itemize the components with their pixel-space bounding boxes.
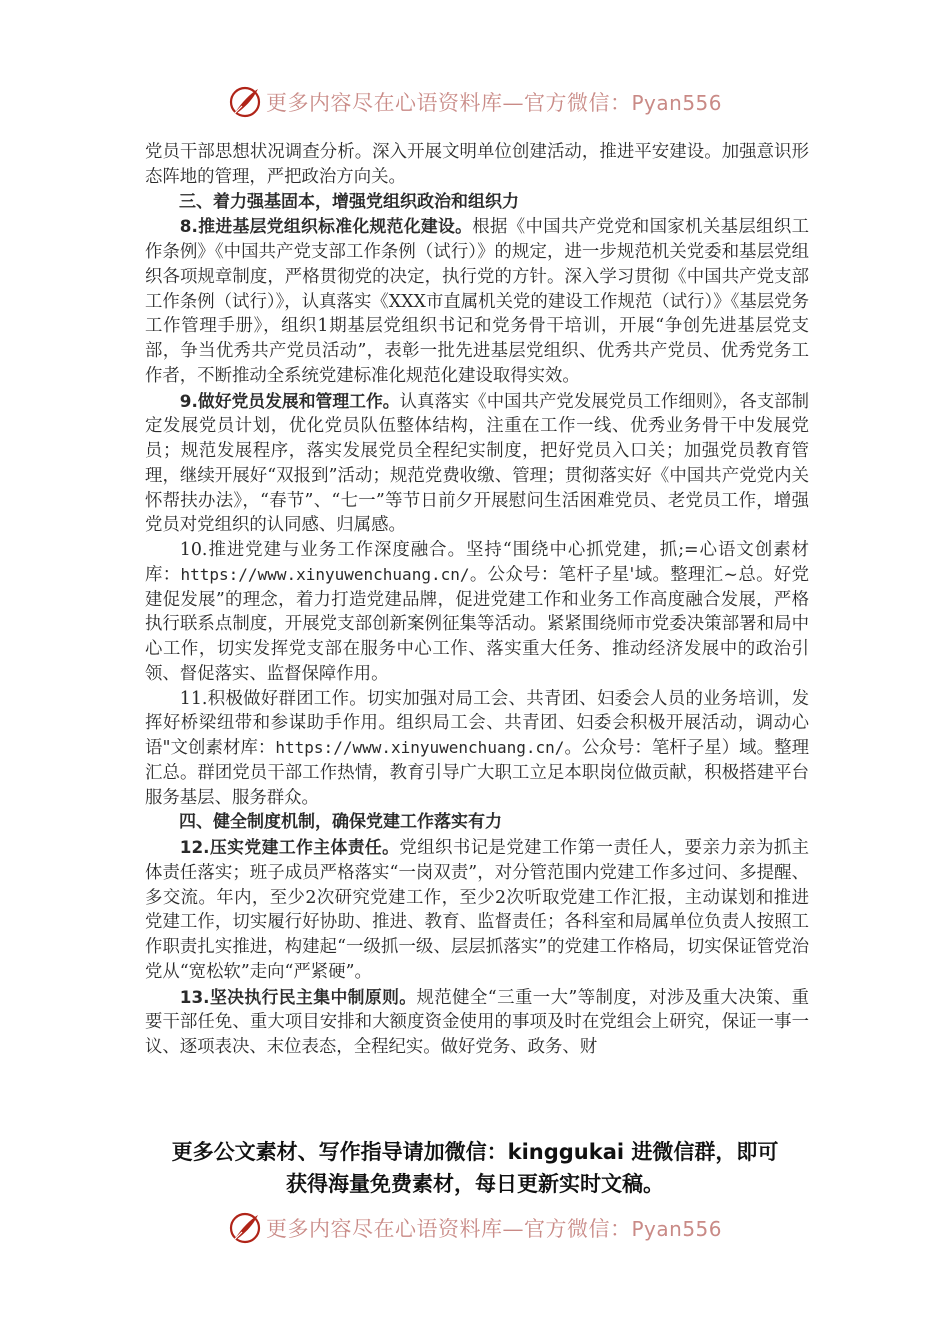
paragraph-13-text: 规范健全“三重一大”等制度，对涉及重大决策、重要干部任免、重大项目安排和大额度资金使用的事项及时在党组会上研究，保证一事一议、逐项表决、末位表态，全程纪实。做好党务、政务、财	[145, 987, 809, 1057]
paragraph-10-text-a: 10.推进党建与业务工作深度融合。坚持“围绕中心抓党建，抓;=心语文创素材库：	[145, 540, 809, 585]
footer-banner	[0, 1208, 950, 1248]
paragraph-9	[145, 389, 809, 539]
paragraph-12	[145, 835, 809, 985]
paragraph-12-lead: 12.压实党建工作主体责任。	[179, 837, 400, 857]
promo-notice	[120, 1136, 830, 1200]
paragraph-10-text-b: 。公众号：笔杆子星'域。整理汇~总。好党建促发展”的理念，着力打造党建品牌，促进党建工作和业务工作高度融合发展，严格执行联系点制度，开展党支部创新案例征集等活动。紧紧围绕师市党委决策部署和局中心工作，切实发挥党支部在服务中心工作、落实重大任务、推动经济发展中的政治引领、督促落实、监督保障作用。	[145, 564, 809, 684]
quill-logo-icon	[228, 85, 262, 119]
header-wechat-id: Pyan556	[631, 91, 722, 115]
section-heading-4: 四、健全制度机制，确保党建工作落实有力	[179, 812, 502, 833]
paragraph-13	[145, 985, 809, 1060]
paragraph-8-text: 根据《中国共产党党和国家机关基层组织工作条例》《中国共产党支部工作条例（试行）》的规定，进一步规范机关党委和基层党组织各项规章制度，严格贯彻党的决定，执行党的方针。深入学习贯彻《中国共产党支部工作条例（试行）》，认真落实《XXX市直属机关党的建设工作规范（试行）》《基层党务工作管理手册》，组织1期基层党组织书记和党务骨干培训，开展“争创先进基层党支部，争当优秀共产党员活动”，表彰一批先进基层党组织、优秀共产党员、优秀党务工作者，不断推动全系统党建标准化规范化建设取得实效。	[145, 217, 809, 386]
paragraph-11-text-a: 11.积极做好群团工作。切实加强对局工会、共青团、妇委会人员的业务培训，发挥好桥梁纽带和参谋助手作用。组织局工会、共青团、妇委会积极开展活动，调动心语"文创素材库：	[145, 688, 809, 758]
promo-line-1: 更多公文素材、写作指导请加微信：kinggukai 进微信群，即可	[171, 1140, 779, 1164]
paragraph-11-text-b: 。公众号：笔杆子星）域。整理汇总。群团党员干部工作热情，教育引导广大职工立足本职岗位做贡献，积极搭建平台服务基层、服务群众。	[145, 738, 809, 808]
header-banner	[0, 82, 950, 122]
paragraph-8-lead: 8.推进基层党组织标准化规范化建设。	[179, 216, 473, 237]
paragraph-10-url: https://www.xinyuwenchuang.cn/	[180, 564, 470, 584]
paragraph-9-text: 认真落实《中国共产党发展党员工作细则》，各支部制定发展党员计划，优化党员队伍整体结构，注重在工作一线、优秀业务骨干中发展党员；规范发展程序，落实发展党员全程纪实制度，把好党员入口关；加强党员教育管理，继续开展好“双报到”活动；规范党费收缴、管理；贯彻落实好《中国共产党党内关怀帮扶办法》，“春节”、“七一”等节日前夕开展慰问生活困难党员、老党员工作，增强党员对党组织的认同感、归属感。	[145, 391, 809, 536]
quill-logo-icon	[228, 1211, 262, 1245]
paragraph-9-lead: 9.做好党员发展和管理工作。	[179, 390, 400, 411]
promo-line-2: 获得海量免费素材，每日更新实时文稿。	[286, 1172, 664, 1196]
paragraph-11	[145, 687, 809, 811]
paragraph-10	[145, 538, 809, 687]
header-banner-text: 更多内容尽在心语资料库—官方微信：	[265, 91, 632, 115]
paragraph-13-lead: 13.坚决执行民主集中制原则。	[179, 986, 417, 1007]
footer-banner-text: 更多内容尽在心语资料库—官方微信：	[265, 1217, 632, 1241]
document-body	[145, 140, 809, 1060]
section-heading-3: 三、着力强基固本，增强党组织政治和组织力	[179, 191, 519, 212]
paragraph-12-text: 党组织书记是党建工作第一责任人，要亲力亲为抓主体责任落实；班子成员严格落实“一岗双责”，对分管范围内党建工作多过问、多提醒、多交流。年内，至少2次研究党建工作，至少2次听取党建工作汇报，主动谋划和推进党建工作，切实履行好协助、推进、教育、监督责任；各科室和局属单位负责人按照工作职责扎实推进，构建起“一级抓一级、层层抓落实”的党建工作格局，切实保证管党治党从“宽松软”走向“严紧硬”。	[145, 838, 809, 982]
paragraph-8	[145, 214, 809, 388]
paragraph-11-url: https://www.xinyuwenchuang.cn/	[275, 738, 565, 757]
paragraph-intro: 党员干部思想状况调查分析。深入开展文明单位创建活动，推进平安建设。加强意识形态阵地的管理，严把政治方向关。	[145, 142, 809, 187]
footer-wechat-id: Pyan556	[631, 1217, 722, 1241]
